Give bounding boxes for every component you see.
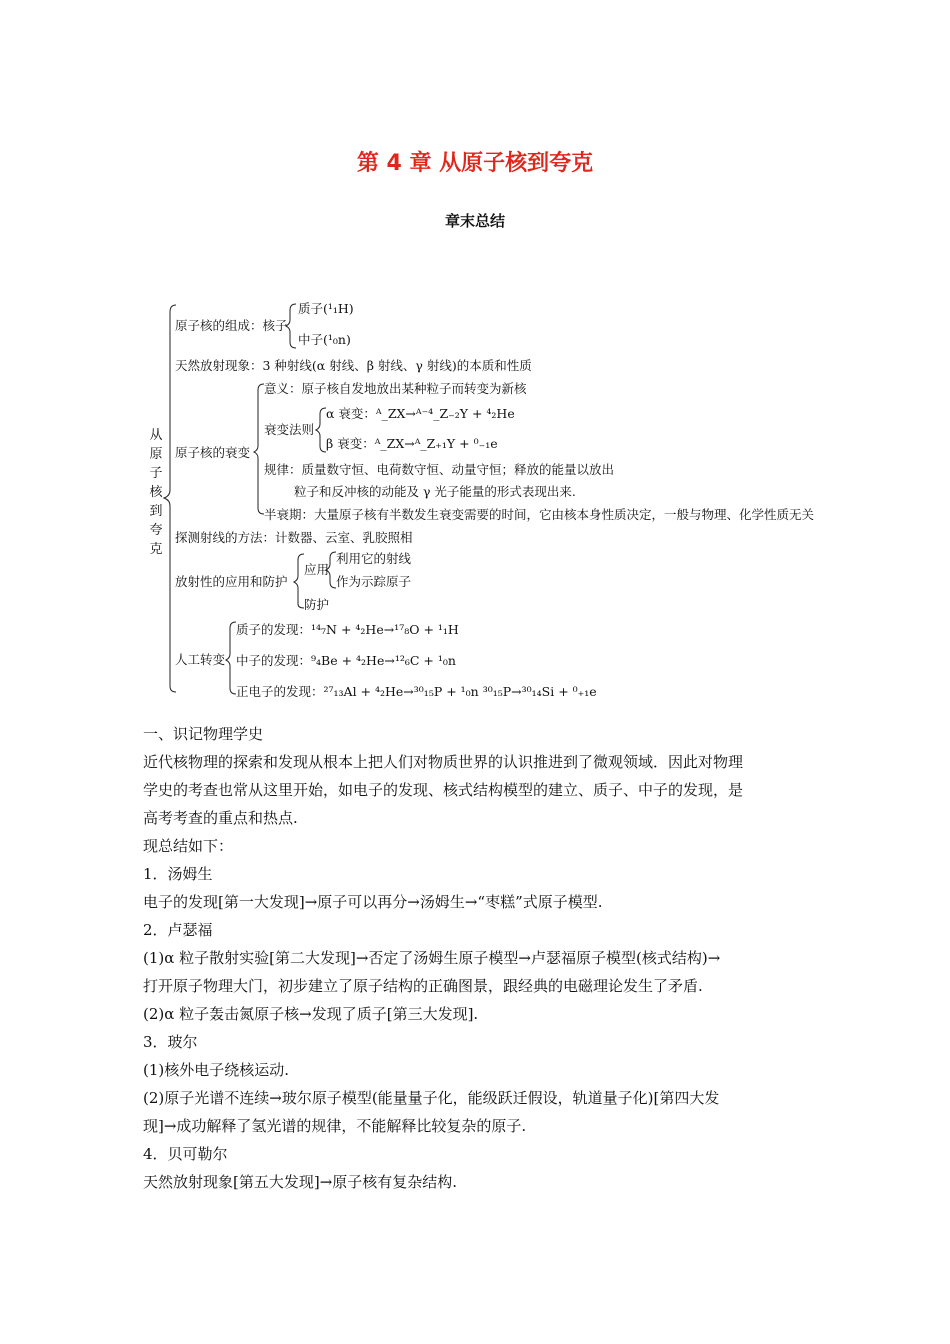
decay-rule-line1: 规律：质量数守恒、电荷数守恒、动量守恒；释放的能量以放出 [264,462,615,477]
artificial-label: 人工转变 [175,652,226,667]
map-root: 从原子核到夸克 [149,428,163,557]
application-protection: 防护 [304,597,330,612]
section-heading: 一、识记物理学史 [143,725,264,743]
decay-law-label: 衰变法则 [264,422,315,437]
item1-text: 电子的发现[第一大发现]→原子可以再分→汤姆生→“枣糕”式原子模型. [143,893,603,911]
decay-rule-line2: 粒子和反冲核的动能及 γ 光子能量的形式表现出来. [294,484,576,499]
composition-label: 原子核的组成：核子 [175,318,288,333]
application-label: 放射性的应用和防护 [175,574,288,589]
neutron-item: 中子(¹₀n) [298,332,351,347]
item4-text: 天然放射现象[第五大发现]→原子核有复杂结构. [143,1173,458,1191]
section-subtitle: 章末总结 [444,212,505,230]
alpha-decay: α 衰变：ᴬ_ZX→ᴬ⁻⁴_Z₋₂Y + ⁴₂He [326,406,515,421]
beta-decay: β 衰变：ᴬ_ZX→ᴬ_Z₊₁Y + ⁰₋₁e [326,436,498,451]
natural-radioactivity: 天然放射现象：3 种射线(α 射线、β 射线、γ 射线)的本质和性质 [175,358,532,373]
item3-text1: (1)核外电子绕核运动. [143,1061,290,1079]
detection-methods: 探测射线的方法：计数器、云室、乳胶照相 [175,530,413,545]
item3-text2b: 现]→成功解释了氢光谱的规律，不能解释比较复杂的原子. [143,1117,527,1135]
decay-label: 原子核的衰变 [175,445,251,460]
intro-line3: 高考考查的重点和热点. [143,809,298,827]
neutron-discovery: 中子的发现：⁹₄Be + ⁴₂He→¹²₆C + ¹₀n [236,653,456,668]
intro-line1: 近代核物理的探索和发现从根本上把人们对物质世界的认识推进到了微观领域．因此对物理 [143,753,744,771]
item2-text2: (2)α 粒子轰击氮原子核→发现了质子[第三大发现]. [143,1005,479,1023]
application-use-label: 应用 [304,562,330,577]
chapter-title: 第 4 章 从原子核到夸克 [356,151,594,176]
item3-text2a: (2)原子光谱不连续→玻尔原子模型(能量量子化，能级跃迁假设，轨道量子化)[第四大发 [143,1089,720,1107]
item1-heading: 1．汤姆生 [143,865,213,883]
half-life: 半衰期：大量原子核有半数发生衰变需要的时间，它由核本身性质决定，一般与物理、化学性质无关 [264,507,815,522]
proton-discovery: 质子的发现：¹⁴₇N + ⁴₂He→¹⁷₈O + ¹₁H [236,622,459,637]
summary-line: 现总结如下： [143,837,234,855]
decay-meaning: 意义：原子核自发地放出某种粒子而转变为新核 [264,381,527,396]
item2-text1b: 打开原子物理大门，初步建立了原子结构的正确图景，跟经典的电磁理论发生了矛盾. [143,977,703,995]
item4-heading: 4．贝可勒尔 [143,1145,228,1163]
positron-discovery: 正电子的发现：²⁷₁₃Al + ⁴₂He→³⁰₁₅P + ¹₀n ³⁰₁₅P→³⁰₁₄Si + ⁰₊₁e [236,684,597,699]
intro-line2: 学史的考查也常从这里开始，如电子的发现、核式结构模型的建立、质子、中子的发现，是 [143,781,744,799]
application-use1: 利用它的射线 [336,551,412,566]
item2-heading: 2．卢瑟福 [143,921,213,939]
item3-heading: 3．玻尔 [143,1033,198,1051]
application-use2: 作为示踪原子 [336,574,412,589]
item2-text1a: (1)α 粒子散射实验[第二大发现]→否定了汤姆生原子模型→卢瑟福原子模型(核式结构)→ [143,949,721,967]
proton-item: 质子(¹₁H) [298,301,354,316]
